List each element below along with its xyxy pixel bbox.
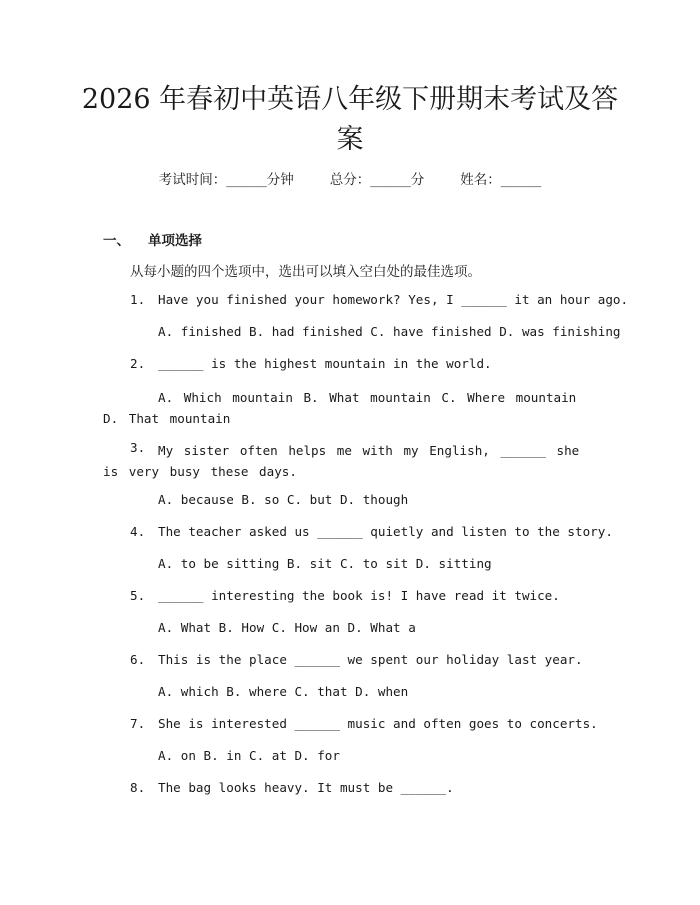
question-stem: ______ interesting the book is! I have read it twice. <box>158 588 560 603</box>
question-options: A. finished B. had finished C. have finished D. was finishing <box>158 324 621 339</box>
exam-meta <box>0 168 700 188</box>
question-options: A. because B. so C. but D. though <box>158 492 409 507</box>
section-title: 单项选择 <box>148 233 202 249</box>
question-stem: ______ is the highest mountain in the world. <box>158 356 492 371</box>
question-number: 3. <box>130 440 146 455</box>
total-score-label: 总分：______分 <box>329 172 425 188</box>
question-number: 6. <box>130 652 146 667</box>
question-stem: The teacher asked us ______ quietly and listen to the story. <box>158 524 613 539</box>
question-number: 4. <box>130 524 146 539</box>
section-heading <box>103 229 202 249</box>
question-options: A. to be sitting B. sit C. to sit D. sitting <box>158 556 492 571</box>
question-options: A. What B. How C. How an D. What a <box>158 620 416 635</box>
question-stem: The bag looks heavy. It must be ______. <box>158 780 454 795</box>
section-number: 一、 <box>103 233 130 249</box>
question-options: A. on B. in C. at D. for <box>158 748 340 763</box>
question-stem: Have you finished your homework? Yes, I ______ it an hour ago. <box>158 292 629 307</box>
section-instruction: 从每小题的四个选项中，选出可以填入空白处的最佳选项。 <box>130 264 481 280</box>
question-number: 5. <box>130 588 146 603</box>
question-number: 8. <box>130 780 146 795</box>
question-options: A. Which mountain B. What mountain C. Where mountain D. That mountain <box>103 390 577 426</box>
student-name-label: 姓名：______ <box>460 172 542 188</box>
question-stem: She is interested ______ music and often goes to concerts. <box>158 716 598 731</box>
question-options: A. which B. where C. that D. when <box>158 684 409 699</box>
page-title: 2026 年春初中英语八年级下册期末考试及答案 <box>81 84 619 155</box>
question-number: 2. <box>130 356 146 371</box>
question-number: 1. <box>130 292 146 307</box>
question-stem: This is the place ______ we spent our holiday last year. <box>158 652 583 667</box>
question-number: 7. <box>130 716 146 731</box>
exam-time-label: 考试时间：______分钟 <box>158 172 294 188</box>
question-stem: My sister often helps me with my English, ______ she is very busy these days. <box>103 443 580 479</box>
